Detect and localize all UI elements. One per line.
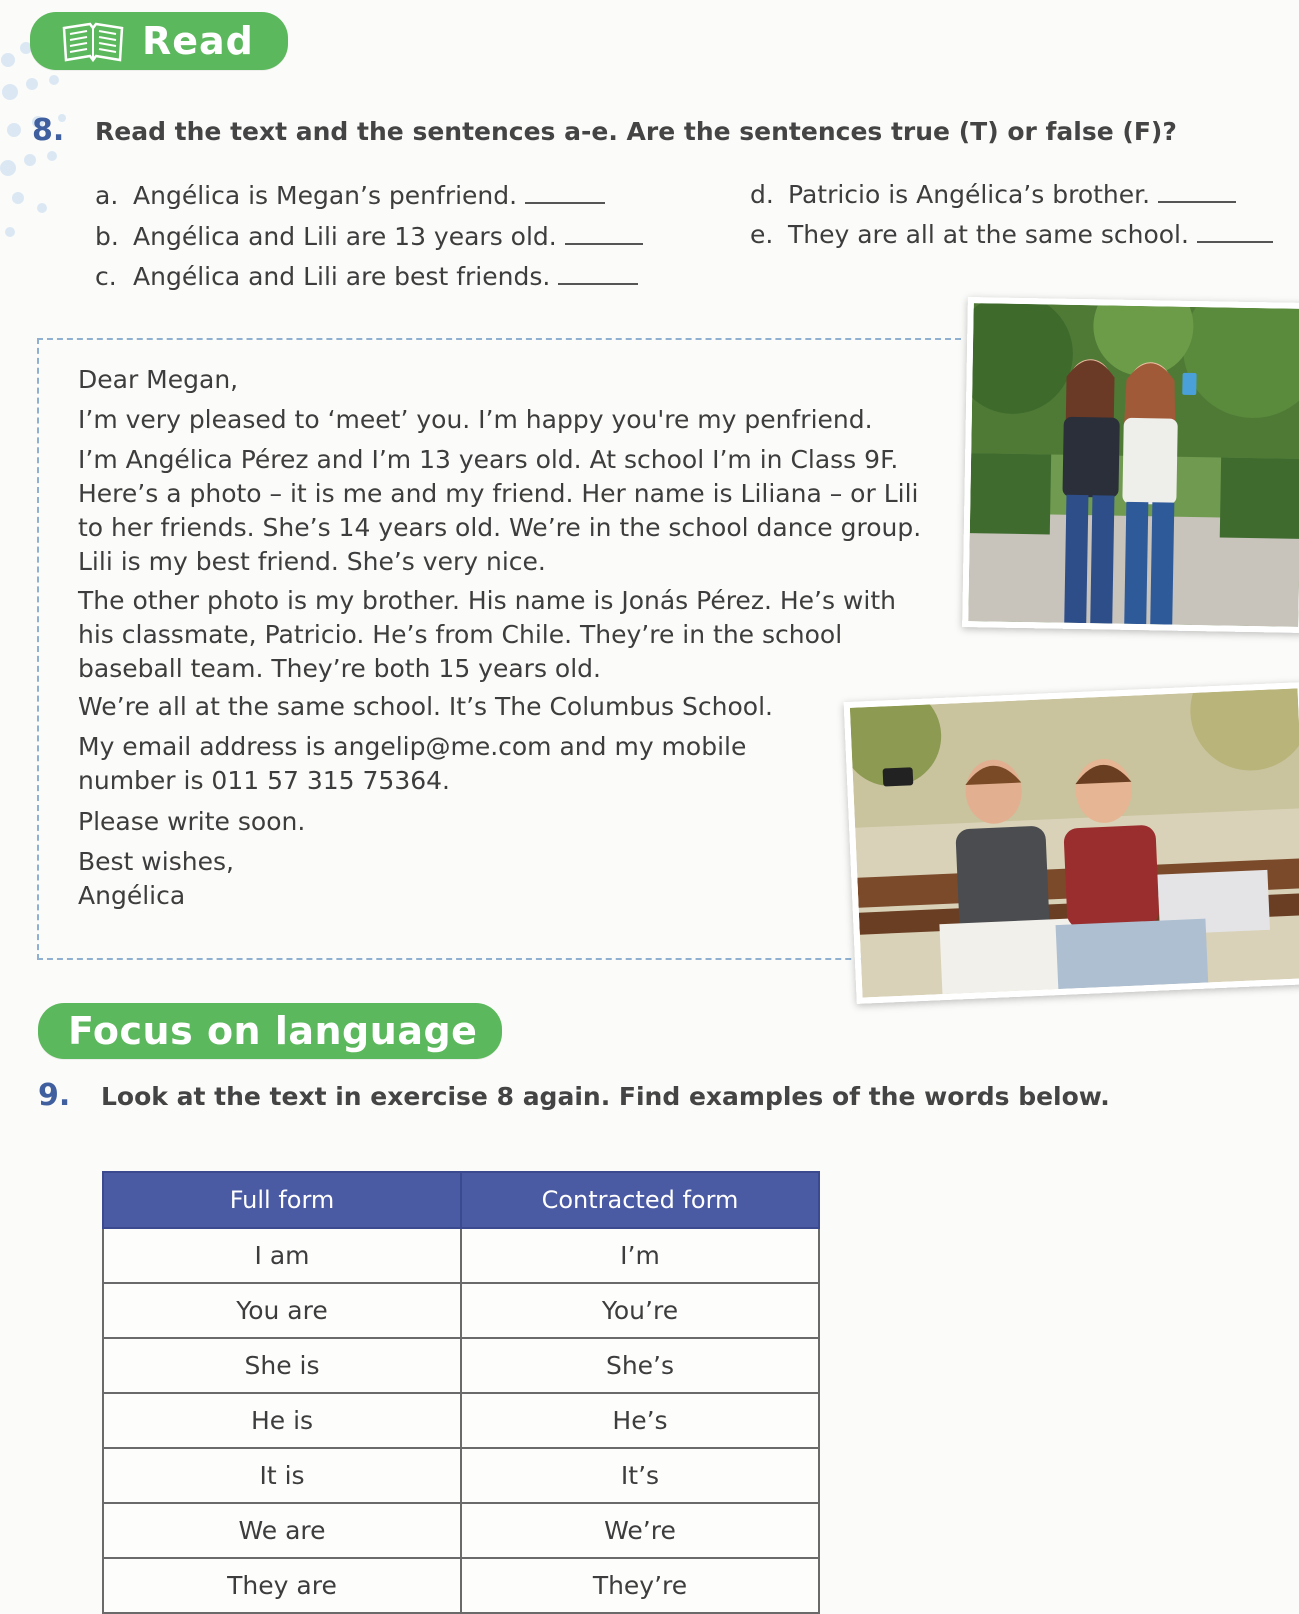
read-section-label: Read bbox=[142, 19, 254, 63]
column-header-full-form: Full form bbox=[103, 1172, 461, 1228]
table-row bbox=[103, 1228, 819, 1283]
exercise-8-instruction: Read the text and the sentences a-e. Are the sentences true (T) or false (F)? bbox=[95, 117, 1177, 146]
photo-boys bbox=[844, 682, 1299, 1004]
table-row bbox=[103, 1393, 819, 1448]
photo-girls bbox=[962, 297, 1299, 633]
letter-paragraph-3 bbox=[78, 584, 896, 686]
letter-line: to her friends. She’s 14 years old. We’re in the school dance group. bbox=[78, 513, 922, 542]
full-form-cell: He is bbox=[103, 1393, 461, 1448]
letter-paragraph-5 bbox=[78, 730, 746, 798]
sentence-letter: c. bbox=[95, 262, 117, 291]
sentence-text: Angélica is Megan’s penfriend. bbox=[133, 181, 518, 210]
letter-line: Here’s a photo – it is me and my friend. Her name is Liliana – or Lili bbox=[78, 479, 919, 508]
letter-paragraph-6: Please write soon. bbox=[78, 807, 306, 836]
sentence-e bbox=[750, 220, 1273, 249]
letter-paragraph-4: We’re all at the same school. It’s The Columbus School. bbox=[78, 692, 773, 721]
contractions-table bbox=[102, 1171, 820, 1614]
full-form-cell: You are bbox=[103, 1283, 461, 1338]
answer-blank-a[interactable] bbox=[525, 188, 605, 204]
table-row bbox=[103, 1338, 819, 1393]
sentence-c bbox=[95, 262, 638, 291]
sentence-text: Patricio is Angélica’s brother. bbox=[788, 180, 1151, 209]
answer-blank-e[interactable] bbox=[1197, 227, 1273, 243]
sentence-letter: b. bbox=[95, 222, 119, 251]
table-row bbox=[103, 1448, 819, 1503]
answer-blank-d[interactable] bbox=[1158, 187, 1236, 203]
letter-closing: Best wishes, bbox=[78, 847, 234, 876]
exercise-9-number: 9. bbox=[38, 1078, 71, 1113]
letter-paragraph-1: I’m very pleased to ‘meet’ you. I’m happy you're my penfriend. bbox=[78, 405, 873, 434]
letter-line: number is 011 57 315 75364. bbox=[78, 766, 450, 795]
table-row bbox=[103, 1558, 819, 1613]
full-form-cell: She is bbox=[103, 1338, 461, 1393]
sentence-text: Angélica and Lili are best friends. bbox=[133, 262, 551, 291]
letter-line: his classmate, Patricio. He’s from Chile. They’re in the school bbox=[78, 620, 843, 649]
full-form-cell: I am bbox=[103, 1228, 461, 1283]
letter-paragraph-2 bbox=[78, 443, 921, 579]
focus-section-label: Focus on language bbox=[68, 1009, 478, 1053]
sentence-text: Angélica and Lili are 13 years old. bbox=[133, 222, 557, 251]
sentence-letter: d. bbox=[750, 180, 774, 209]
exercise-8-number: 8. bbox=[32, 113, 65, 148]
sentence-text: They are all at the same school. bbox=[788, 220, 1189, 249]
contracted-form-cell: You’re bbox=[461, 1283, 819, 1338]
sentence-b bbox=[95, 222, 643, 251]
read-section-header bbox=[30, 12, 288, 70]
open-book-icon bbox=[60, 20, 126, 64]
sentence-letter: a. bbox=[95, 181, 119, 210]
contracted-form-cell: She’s bbox=[461, 1338, 819, 1393]
full-form-cell: It is bbox=[103, 1448, 461, 1503]
contracted-form-cell: They’re bbox=[461, 1558, 819, 1613]
contracted-form-cell: It’s bbox=[461, 1448, 819, 1503]
letter-line: The other photo is my brother. His name is Jonás Pérez. He’s with bbox=[78, 586, 896, 615]
answer-blank-c[interactable] bbox=[558, 269, 638, 285]
contracted-form-cell: I’m bbox=[461, 1228, 819, 1283]
exercise-9-instruction: Look at the text in exercise 8 again. Find examples of the words below. bbox=[101, 1082, 1110, 1111]
letter-line: baseball team. They’re both 15 years old. bbox=[78, 654, 601, 683]
letter-signature: Angélica bbox=[78, 881, 186, 910]
table-row bbox=[103, 1283, 819, 1338]
column-header-contracted-form: Contracted form bbox=[461, 1172, 819, 1228]
letter-line: Lili is my best friend. She’s very nice. bbox=[78, 547, 546, 576]
full-form-cell: They are bbox=[103, 1558, 461, 1613]
table-row bbox=[103, 1503, 819, 1558]
sentence-d bbox=[750, 180, 1236, 209]
focus-section-header bbox=[38, 1003, 502, 1059]
answer-blank-b[interactable] bbox=[565, 229, 643, 245]
letter-line: I’m Angélica Pérez and I’m 13 years old. At school I’m in Class 9F. bbox=[78, 445, 899, 474]
contracted-form-cell: He’s bbox=[461, 1393, 819, 1448]
full-form-cell: We are bbox=[103, 1503, 461, 1558]
contracted-form-cell: We’re bbox=[461, 1503, 819, 1558]
sentence-a bbox=[95, 181, 605, 210]
table-header-row bbox=[103, 1172, 819, 1228]
letter-greeting: Dear Megan, bbox=[78, 365, 239, 394]
sentence-letter: e. bbox=[750, 220, 774, 249]
letter-line: My email address is angelip@me.com and my mobile bbox=[78, 732, 747, 761]
